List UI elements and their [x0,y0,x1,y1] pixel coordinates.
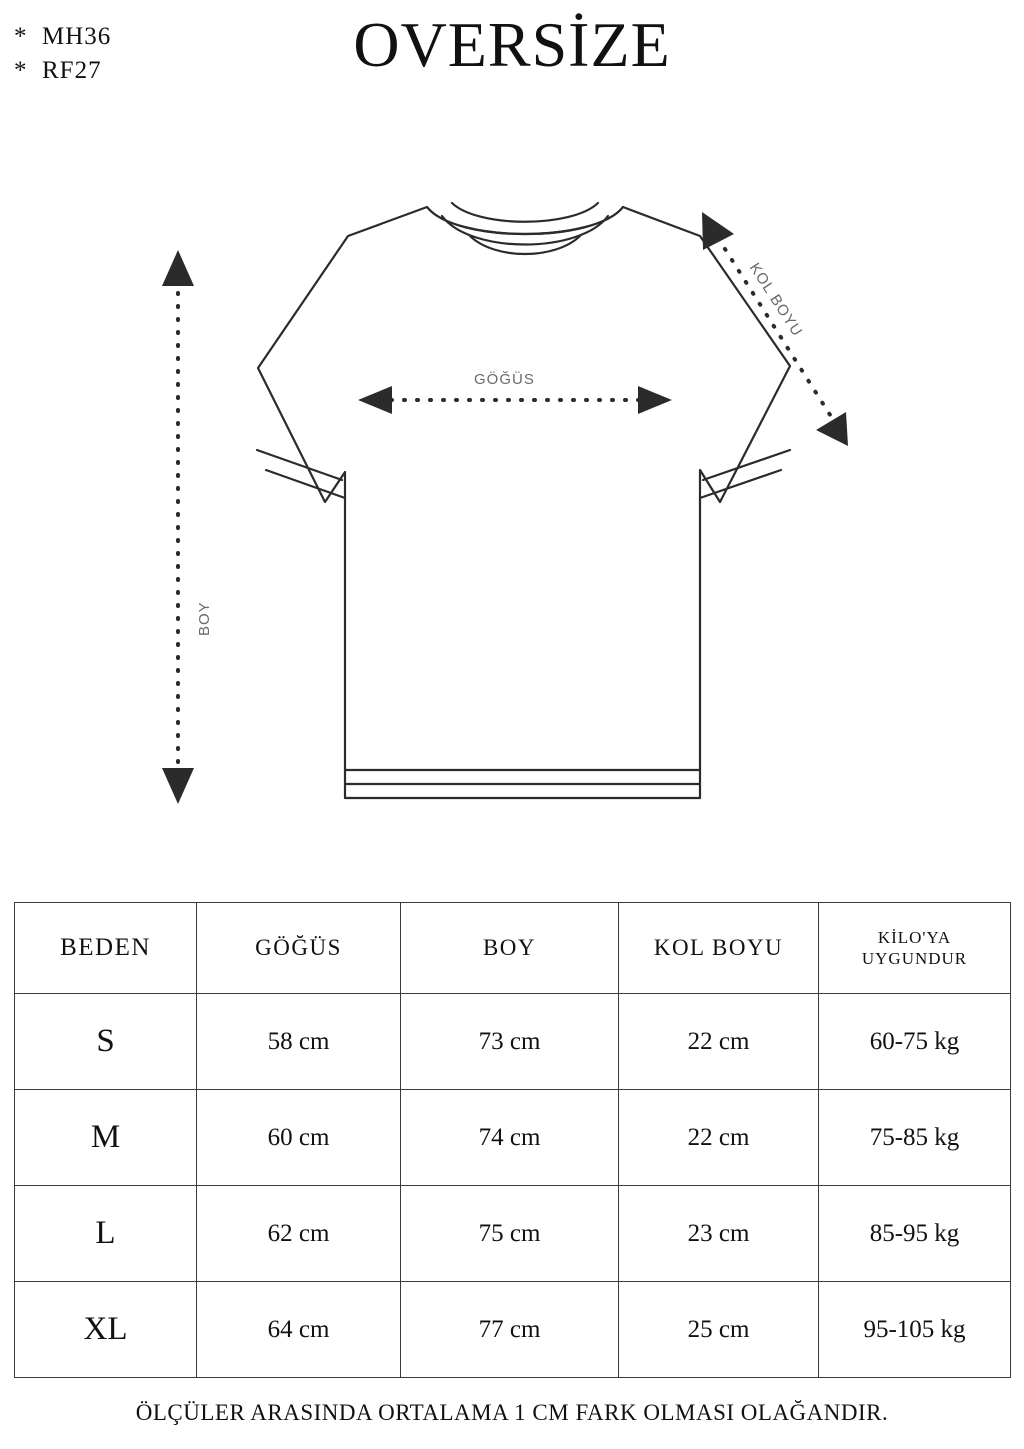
cell-boy: 73 cm [401,994,619,1090]
chest-label: GÖĞÜS [474,371,535,388]
cell-kilo: 75-85 kg [819,1090,1011,1186]
column-header-boy: BOY [401,903,619,994]
cell-boy: 75 cm [401,1186,619,1282]
size-table-head [15,903,1011,994]
cell-kol-boyu: 25 cm [619,1282,819,1378]
tshirt-svg [0,150,1024,890]
column-header-gogus: GÖĞÜS [197,903,401,994]
size-table-body [15,994,1011,1378]
cell-beden: XL [15,1282,197,1378]
size-table-container [14,902,1010,1378]
table-row [15,1186,1011,1282]
sleeve-measure-arrow [702,212,848,446]
size-table [14,902,1011,1378]
cell-kol-boyu: 22 cm [619,1090,819,1186]
table-row [15,1282,1011,1378]
length-label: BOY [196,601,213,636]
column-header-beden: BEDEN [15,903,197,994]
collar-inner [442,216,608,245]
product-code-2: * RF27 [14,57,102,84]
cell-gogus: 58 cm [197,994,401,1090]
cell-boy: 77 cm [401,1282,619,1378]
cell-kilo: 85-95 kg [819,1186,1011,1282]
column-header-kilo [819,903,1011,994]
chest-measure-arrow [358,386,672,414]
footnote: ÖLÇÜLER ARASINDA ORTALAMA 1 CM FARK OLMASI OLAĞANDIR. [135,1400,889,1425]
cell-beden: M [15,1090,197,1186]
shirt-outline [258,207,790,798]
sleeve-label: KOL BOYU [745,260,806,340]
cell-kilo: 95-105 kg [819,1282,1011,1378]
cell-gogus: 64 cm [197,1282,401,1378]
cell-gogus: 60 cm [197,1090,401,1186]
cell-kilo: 60-75 kg [819,994,1011,1090]
cell-boy: 74 cm [401,1090,619,1186]
collar-band [452,203,598,222]
kilo-line-2: UYGUNDUR [861,949,968,968]
cell-gogus: 62 cm [197,1186,401,1282]
length-measure-arrow [162,250,194,804]
left-sleeve-hem-2 [266,470,345,498]
product-code-1: * MH36 [14,23,112,50]
cell-kol-boyu: 23 cm [619,1186,819,1282]
cell-kol-boyu: 22 cm [619,994,819,1090]
cell-beden: L [15,1186,197,1282]
left-sleeve-seam [258,368,325,502]
right-sleeve-hem-2 [700,470,781,498]
right-sleeve-hem-1 [703,450,790,480]
cell-beden: S [15,994,197,1090]
column-header-kol-boyu: KOL BOYU [619,903,819,994]
table-header-row [15,903,1011,994]
left-sleeve-hem-1 [257,450,342,480]
kilo-line-1: KİLO'YA [877,928,952,947]
page-title: OVERSİZE [353,9,671,80]
table-row [15,1090,1011,1186]
tshirt-measurement-diagram [0,150,1024,890]
table-row [15,994,1011,1090]
